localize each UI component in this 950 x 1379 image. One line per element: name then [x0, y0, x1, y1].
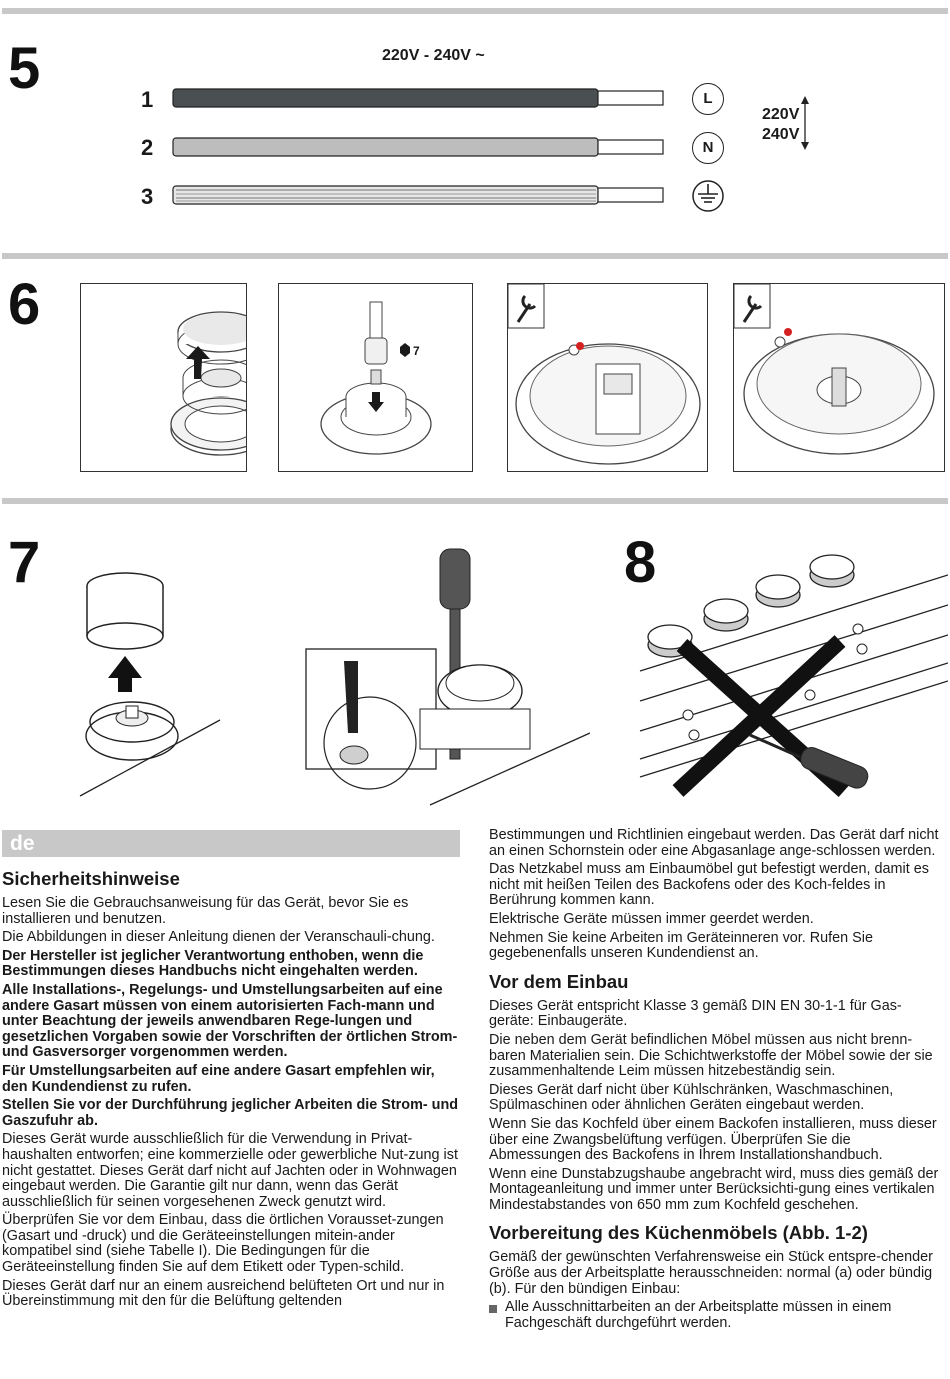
step6-panel-injector: [278, 283, 473, 472]
paragraph: Wenn eine Dunstabzugshaube angebracht wird, muss dies gemäß der Montageanleitung und immer unter Berücksichti-gung eines vertikalen Mindestabstandes von 650 mm zum Kochfeld geschehen.: [489, 1165, 939, 1213]
wire-label-3: 3: [141, 184, 154, 209]
heading-preparing-furniture: Vorbereitung des Küchenmöbels (Abb. 1-2): [489, 1222, 868, 1244]
language-tag: de: [2, 830, 460, 857]
list-item: Alle Ausschnittarbeiten an der Arbeitsplatte müssen in einem Fachgeschäft durchgeführt werden.: [489, 1300, 945, 1331]
paragraph-bold: Für Umstellungsarbeiten auf eine andere Gasart empfehlen wir, den Kundendienst zu rufen.: [2, 1062, 435, 1095]
wire-2-neutral: [173, 138, 598, 156]
heading-safety: Sicherheitshinweise: [2, 868, 180, 889]
voltage-range-max: 240V: [762, 126, 800, 143]
paragraph: Bestimmungen und Richtlinien eingebaut werden. Das Gerät darf nicht an einen Schornstein oder eine Abgasanlage ange-schlossen werden.: [489, 827, 939, 859]
paragraph: Überprüfen Sie vor dem Einbau, dass die örtlichen Vorausset-zungen (Gasart und -druck) und die Geräteeinstellungen mitein-ander kompatibel sind (siehe Tabelle I). Die Bedingungen für die Geräteeinstellung finden Sie auf dem Etikett oder Typen-schild.: [2, 1212, 444, 1276]
paragraph: Dieses Gerät darf nicht über Kühlschränken, Waschmaschinen, Spülmaschinen oder ähnlichen Geräten eingebaut werden.: [489, 1081, 894, 1114]
paragraph: Elektrische Geräte müssen immer geerdet werden.: [489, 910, 814, 927]
paragraph-bold: Stellen Sie vor der Durchführung jeglicher Arbeiten die Strom- und Gaszufuhr ab.: [2, 1097, 459, 1129]
right-column: [489, 828, 945, 1331]
paragraph: Das Netzkabel muss am Einbaumöbel gut befestigt werden, damit es nicht mit heißen Teilen des Backofens oder des Koch-feldes in Berührung kommen kann.: [489, 861, 929, 909]
paragraph-bold: Alle Installations-, Regelungs- und Umstellungsarbeiten auf eine andere Gasart müssen von einem autorisierten Fach-mann und unter Beachtung der jeweils anwendbaren Rege-lungen und gesetzlichen Vorgaben sowie der Vorschriften der örtlichen Strom- und Gasversorger vorgenommen werden.: [2, 981, 458, 1061]
step-number-7: 7: [8, 530, 41, 595]
burner-base-illustration-1: [508, 284, 707, 471]
wire-label-1: 1: [141, 87, 154, 112]
wire-diagram: [0, 0, 950, 240]
paragraph: Die neben dem Gerät befindlichen Möbel müssen aus nicht brenn-baren Materialien sein. Die Schichtwerkstoffe der Möbel sowie der sie zusammenhaltende Leim müssen hitzebeständig sein.: [489, 1031, 933, 1080]
paragraph: Lesen Sie die Gebrauchsanweisung für das Gerät, bevor Sie es installieren und benutzen.: [2, 895, 409, 927]
step7-screwdriver-illustration: [300, 543, 590, 813]
step-number-5: 5: [8, 36, 41, 101]
paragraph: Die Abbildungen in dieser Anleitung dienen der Veranschauli-chung.: [2, 929, 435, 946]
paragraph: Gemäß der gewünschten Verfahrensweise ein Stück entspre-chender Größe aus der Arbeitsplatte herausschneiden: normal (a) oder bündig (b). Für den bündigen Einbau:: [489, 1249, 933, 1297]
paragraph: Wenn Sie das Kochfeld über einem Backofen installieren, muss dieser über eine Zwangsbelüftung verfügen. Überprüfen Sie die Abmessungen des Backofens in Ihrem Installationshandbuch.: [489, 1115, 937, 1164]
terminal-neutral: N: [692, 132, 724, 164]
step6-panel-bypass-screw-1: [507, 283, 708, 472]
paragraph: Dieses Gerät darf nur an einem ausreichend belüfteten Ort und nur in Übereinstimmung mit den für die Belüftung geltenden: [2, 1277, 445, 1310]
wire-1-live: [173, 89, 598, 107]
voltage-range-min: 220V: [762, 106, 800, 123]
terminal-live: L: [692, 83, 724, 115]
step6-panel-remove-cap: [80, 283, 247, 472]
wire-1-end: [598, 91, 663, 105]
bullet-list: [489, 1300, 945, 1331]
wire-label-2: 2: [141, 135, 154, 160]
step8-incorrect-method-illustration: [630, 545, 948, 815]
wire-3-end: [598, 188, 663, 202]
step7-cap-removal-illustration: [60, 560, 230, 800]
separator-bar-3: [2, 498, 948, 504]
socket-wrench-illustration: [279, 284, 472, 471]
separator-bar-2: [2, 253, 948, 259]
step6-panel-bypass-screw-2: [733, 283, 945, 472]
paragraph: Dieses Gerät wurde ausschließlich für die Verwendung in Privat-haushalten entworfen; eine kommerzielle oder gewerbliche Nut-zung ist nicht gestattet. Dieses Gerät darf nicht auf Jachten oder in Wohnwagen eingebaut werden. Die Garantie gilt nur dann, wenn das Gerät ausschließlich für seinen vorgesehenen Zweck genutzt wird.: [2, 1131, 458, 1210]
left-column: [2, 868, 460, 1313]
step-number-6: 6: [8, 272, 41, 337]
burner-base-illustration-2: [734, 284, 944, 471]
paragraph: Dieses Gerät entspricht Klasse 3 gemäß DIN EN 30-1-1 für Gas-geräte: Einbaugeräte.: [489, 997, 902, 1030]
heading-before-installation: Vor dem Einbau: [489, 970, 629, 992]
paragraph-bold: Der Hersteller ist jeglicher Verantwortung enthoben, wenn die Bestimmungen dieses Handbuchs nicht eingehalten werden.: [2, 947, 424, 980]
step-number-8: 8: [624, 530, 657, 595]
wire-2-end: [598, 140, 663, 154]
paragraph: Nehmen Sie keine Arbeiten im Geräteinneren vor. Rufen Sie gegebenenfalls unseren Kundendienst an.: [489, 929, 873, 962]
burner-cap-illustration: [81, 284, 246, 471]
supply-voltage-label: 220V - 240V ~: [382, 47, 485, 64]
hex-size-label: 7: [413, 344, 420, 358]
